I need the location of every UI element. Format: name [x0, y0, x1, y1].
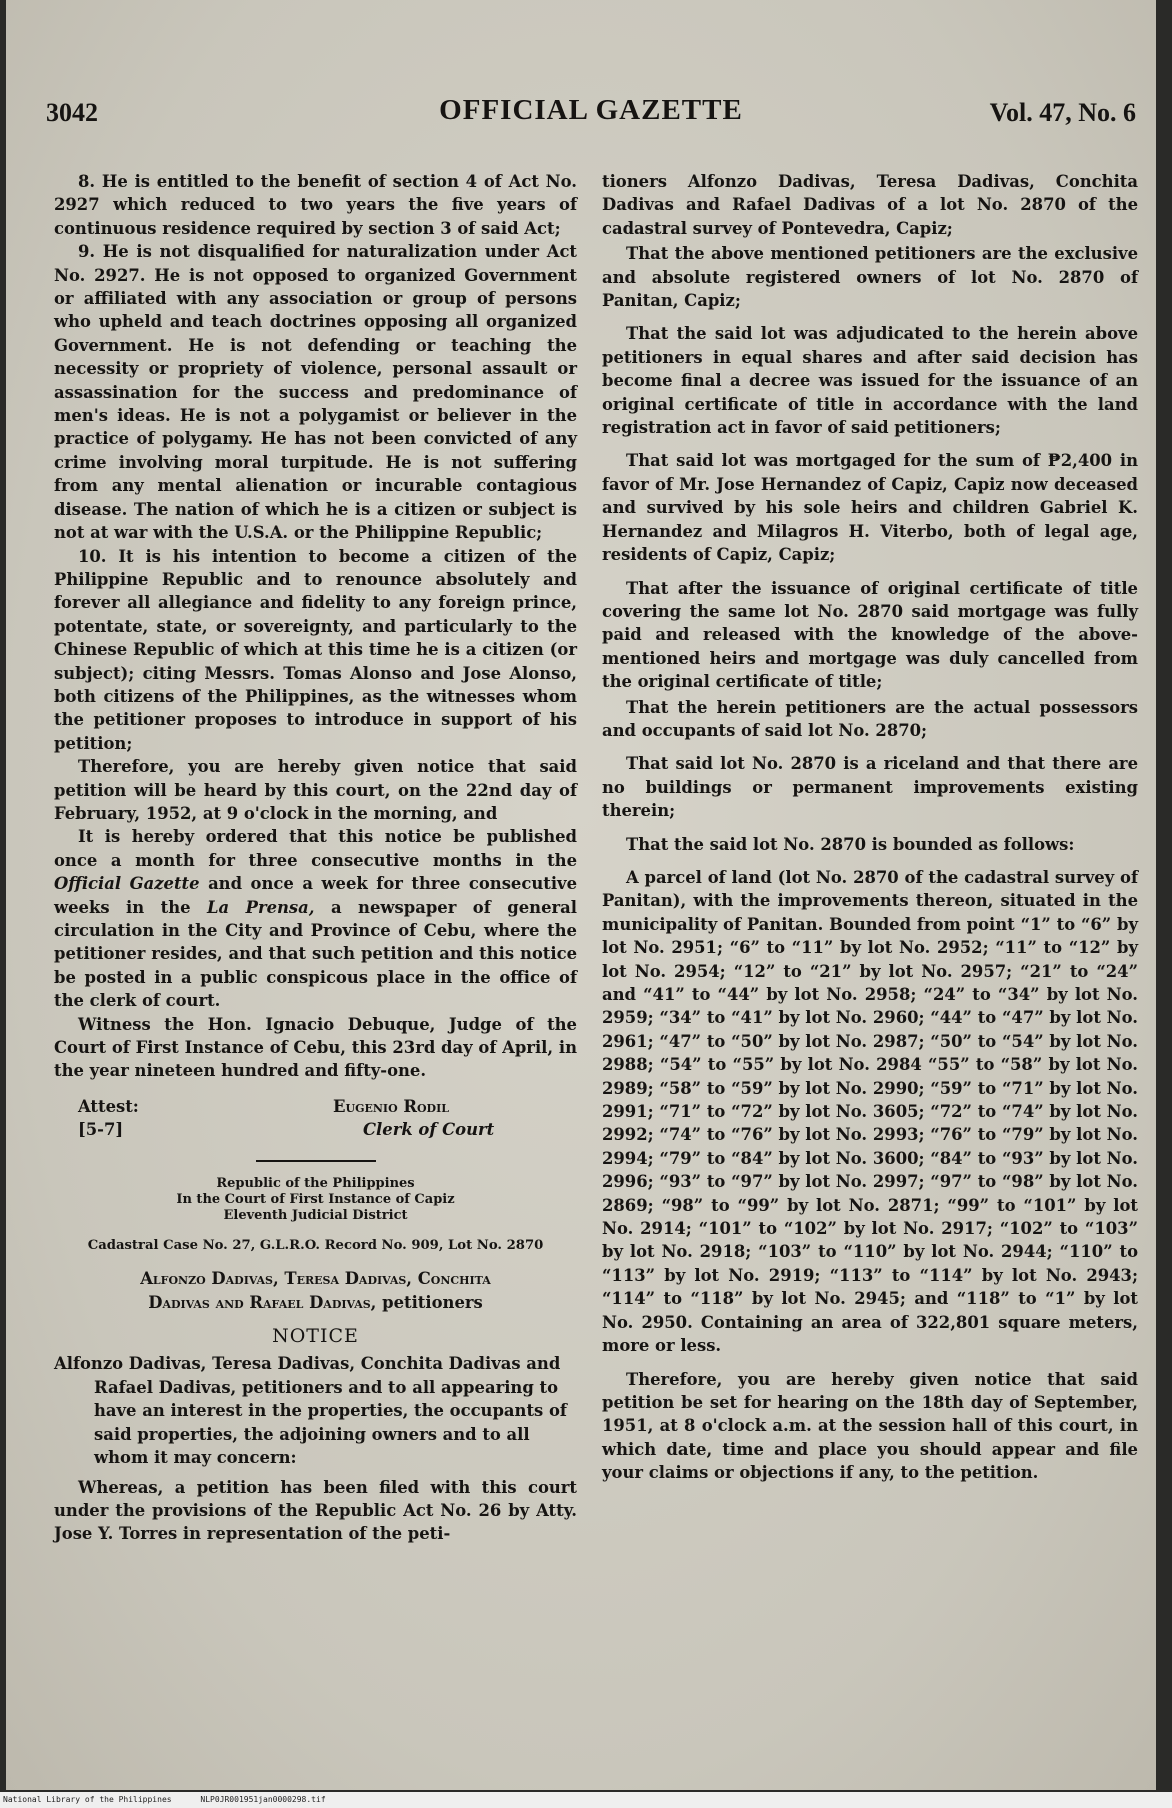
ordered-text-1: It is hereby ordered that this notice be published once a month for three consecutive months in the — [54, 827, 577, 870]
parties-line-1: Alfonzo Dadivas, Teresa Dadivas, Conchita — [140, 1269, 491, 1289]
paragraph-8: 8. He is entitled to the benefit of section 4 of Act No. 2927 which reduced to two years the five years of continuous residence required by section 3 of said Act; — [54, 172, 577, 238]
continuation-paragraph: tioners Alfonzo Dadivas, Teresa Dadivas, Conchita Dadivas and Rafael Dadivas of a lot No. 2870 of the cadastral survey of Pontevedra, Capiz; — [602, 172, 1138, 238]
court-line-1: Republic of the Philippines — [216, 1175, 415, 1191]
possessors-paragraph: That the herein petitioners are the actual possessors and occupants of said lot No. 2870; — [602, 697, 1138, 740]
parties-block — [54, 1267, 577, 1315]
ordered-text-2: and once a week for three consecutive weeks in the — [54, 874, 577, 917]
parcel-description: A parcel of land (lot No. 2870 of the cadastral survey of Panitan), with the improvements thereon, situated in the municipality of Panitan. Bounded from point “1” to “6” by lot No. 2951; “6” to “11” by lot No. 2952; “11” to “12” by lot No. 2954; “12” to “21” by lot No. 2957; “21” to “24” and “41” to “44” by lot No. 2958; “24” to “34” by lot No. 2959; “34” to “41” by lot No. 2960; “44” to “47” by lot No. 2961; “47” to “50” by lot No. 2987; “50” to “54” by lot No. 2988; “54” to “55” by lot No. 2984 “55” to “58” by lot No. 2989; “58” to “59” by lot No. 2990; “59” to “71” by lot No. 2991; “71” to “72” by lot No. 3605; “72” to “74” by lot No. 2992; “74” to “76” by lot No. 2993; “76” to “79” by lot No. 2994; “79” to “84” by lot No. 3600; “84” to “93” by lot No. 2996; “93” to “97” by lot No. 2997; “97” to “98” by lot No. 2869; “98” to “99” by lot No. 2871; “99” to “101” by lot No. 2914; “101” to “102” by lot No. 2917; “102” to “103” by lot No. 2918; “103” to “110” by lot No. 2944; “110” to “113” by lot No. 2919; “113” to “114” by lot No. 2943; “114” to “118” by lot No. 2945; and “118” to “1” by lot No. 2950. Containing an area of 322,801 square meters, more or less. — [602, 867, 1138, 1356]
therefore-paragraph: Therefore, you are hereby given notice that said petition will be heard by this court, on the 22nd day of February, 1952, at 9 o'clock in the morning, and — [54, 757, 577, 823]
clerk-name: Eugenio Rodil — [333, 1096, 449, 1116]
official-gazette-ref: Official Gazette — [54, 874, 200, 894]
hearing-notice-paragraph: Therefore, you are hereby given notice that said petition be set for hearing on the 18th day of September, 1951, at 8 o'clock a.m. at the session hall of this court, in which date, time and place you should appear and file your claims or objections if any, to the petition. — [602, 1369, 1138, 1483]
paragraph-9: 9. He is not disqualified for naturalization under Act No. 2927. He is not opposed to organized Government or affiliated with any association or group of persons who upheld and teach doctrines opposing all organized Government. He is not defending or teaching the necessity or propriety of violence, personal assault or assassination for the success and predominance of men's ideas. He is not a polygamist or believer in the practice of polygamy. He has not been convicted of any crime involving moral turpitude. He is not suffering from any mental alienation or incurable contagious disease. The nation of which he is a citizen or subject is not at war with the U.S.A. or the Philippine Republic; — [54, 242, 577, 543]
volume-number: Vol. 47, No. 6 — [989, 98, 1136, 127]
whereas-paragraph: Whereas, a petition has been filed with this court under the provisions of the Republic Act No. 26 by Atty. Jose Y. Torres in representation of the peti- — [54, 1477, 577, 1544]
court-line-2: In the Court of First Instance of Capiz — [176, 1191, 455, 1207]
scan-filename: NLP0JR001951jan0000298.tif — [200, 1795, 326, 1804]
publication-title: OFFICIAL GAZETTE — [439, 94, 743, 126]
ordered-text-3: a newspaper of general circulation in the City and Province of Cebu, where the petitioner resides, and that such petition and this notice be posted in a public conspicous place in the office of the clerk of court. — [54, 897, 577, 1011]
addressees-paragraph: Alfonzo Dadivas, Teresa Dadivas, Conchita Dadivas and Rafael Dadivas, petitioners and to all appearing to have an interest in the properties, the occupants of said properties, the adjoining owners and to all whom it may concern: — [54, 1354, 567, 1468]
owners-paragraph: That the above mentioned petitioners are the exclusive and absolute registered owners of lot No. 2870 of Panitan, Capiz; — [602, 244, 1138, 311]
mortgaged-paragraph: That said lot was mortgaged for the sum of ₱2,400 in favor of Mr. Jose Hernandez of Capiz, Capiz now deceased and survived by his sole heirs and children Gabriel K. Hernandez and Milagros H. Viterbo, both of legal age, residents of Capiz, Capiz; — [602, 451, 1138, 565]
page-header — [46, 94, 1136, 144]
riceland-paragraph: That said lot No. 2870 is a riceland and that there are no buildings or permanent improvements existing therein; — [602, 754, 1138, 821]
attest-ref: [5-7] — [78, 1120, 124, 1140]
attest-block — [54, 1095, 577, 1142]
page-number: 3042 — [46, 98, 98, 127]
attest-label: Attest: — [78, 1096, 139, 1116]
clerk-title: Clerk of Court — [363, 1120, 495, 1140]
witness-paragraph: Witness the Hon. Ignacio Debuque, Judge of the Court of First Instance of Cebu, this 23rd day of April, in the year nineteen hundred and fifty-one. — [54, 1014, 577, 1081]
section-divider — [256, 1160, 376, 1162]
left-column — [54, 170, 577, 1546]
parties-line-2-names: Dadivas and Rafael Dadivas, — [148, 1293, 377, 1313]
ordered-paragraph — [54, 825, 577, 1012]
adjudicated-paragraph: That the said lot was adjudicated to the herein above petitioners in equal shares and after said decision has become final a decree was issued for the issuance of an original certificate of title in accordance with the land registration act in favor of said petitioners; — [602, 324, 1138, 438]
la-prensa-ref: La Prensa, — [207, 897, 315, 917]
bounded-paragraph: That the said lot No. 2870 is bounded as follows: — [626, 834, 1075, 854]
parties-line-2-role: petitioners — [382, 1293, 483, 1313]
scan-footer — [0, 1792, 1172, 1808]
gazette-page — [6, 0, 1156, 1790]
case-line: Cadastral Case No. 27, G.L.R.O. Record No. 909, Lot No. 2870 — [87, 1237, 544, 1253]
released-paragraph: That after the issuance of original certificate of title covering the same lot No. 2870 said mortgage was fully paid and released with the knowledge of the above-mentioned heirs and mortgage was duly cancelled from the original certificate of title; — [602, 578, 1138, 692]
paragraph-10: 10. It is his intention to become a citizen of the Philippine Republic and to renounce absolutely and forever all allegiance and fidelity to any foreign prince, potentate, state, or sovereignty, and particularly to the Chinese Republic of which at this time he is a citizen (or subject); citing Messrs. Tomas Alonso and Jose Alonso, both citizens of the Philippines, as the witnesses whom the petitioner proposes to introduce in support of his petition; — [54, 546, 577, 753]
notice-heading: NOTICE — [272, 1325, 359, 1348]
court-line-3: Eleventh Judicial District — [223, 1207, 408, 1223]
right-column — [602, 170, 1138, 1495]
library-credit: National Library of the Philippines — [3, 1795, 172, 1804]
